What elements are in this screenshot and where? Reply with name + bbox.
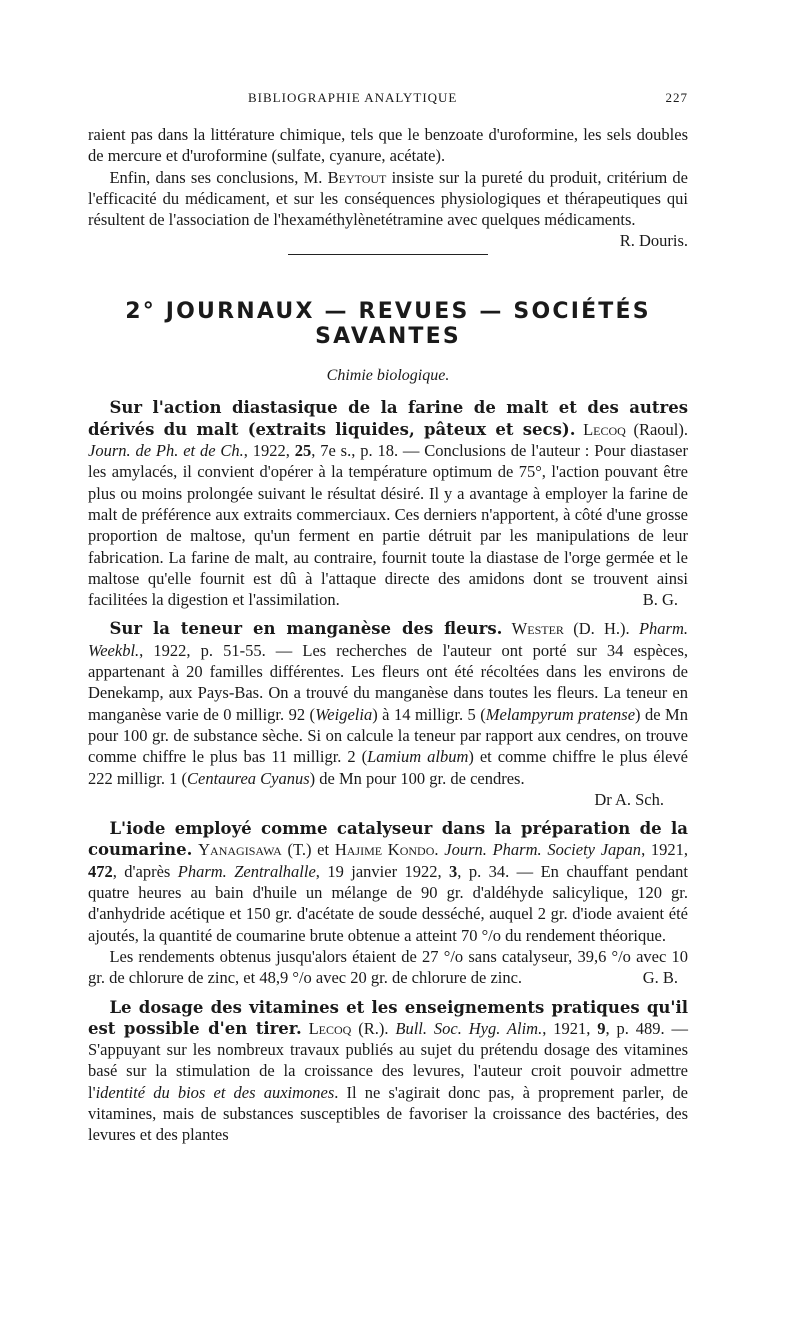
entry-manganese: Sur la teneur en manganèse des fleurs. Wester (D. H.). Pharm. Weekbl., 1922, p. 51-55. — Les recherches de l'auteur ont porté sur 34 espèces, appartenant à 20 familles différentes. Les fleurs ont été récoltées dans les environs de Denekamp, aux Pays-Bas. On a trouvé du manganèse dans toutes les fleurs. La teneur en manganèse varie de 0 milligr. 92 (Weigelia) à 14 milligr. 5 (Melampyrum pratense) de Mn pour 100 gr. de substance sèche. Si on calcule la teneur par rapport aux cendres, on trouve comme chiffre le plus bas 11 milligr. 2 (Lamium album) et comme chiffre le plus élevé 222 milligr. 1 (Centaurea Cyanus) de Mn pour 100 gr. de cendres. Dr A. Sch. — [88, 619, 689, 809]
entry-title: Sur la teneur en manganèse des fleurs. — [109, 619, 503, 639]
entry-vitamines: Le dosage des vitamines et les enseignements pratiques qu'il est possible d'en tirer. Lecoq (R.). Bull. Soc. Hyg. Alim., 1921, 9, p. 489. — S'appuyant sur les nombreux travaux publiés au sujet du prétendu dosage des vitamines basé sur la stimulation de la croissance des levures, l'auteur croit pouvoir admettre l'identité du bios et des auximones. Il ne s'agirait donc pas, à proprement parler, de vitamines, mais de substances susceptibles de favoriser la croissance des bactéries, des levures et des plantes — [88, 997, 689, 1145]
entry-signature: Dr A. Sch. — [594, 789, 664, 809]
entry-title: L'iode employé comme catalyseur dans la préparation de la coumarine. — [88, 819, 688, 860]
intro-signature: R. Douris. — [619, 231, 688, 251]
entry-title: Sur l'action diastasique de la farine de malt et des autres dérivés du malt (extraits liquides, pâteux et secs). — [88, 398, 688, 439]
entry-signature: G. B. — [642, 968, 678, 988]
running-header — [88, 90, 688, 110]
intro-paragraph-1: raient pas dans la littérature chimique, tels que le benzoate d'uroformine, les sels doubles de mercure et d'uroformine (sulfate, cyanure, acétate). — [88, 125, 688, 166]
section-divider — [288, 254, 488, 255]
entry-title: Le dosage des vitamines et les enseignements pratiques qu'il est possible d'en tirer. — [88, 997, 688, 1038]
section-subtitle: Chimie biologique. — [326, 367, 450, 385]
running-title: BIBLIOGRAPHIE ANALYTIQUE — [248, 90, 458, 105]
entry-malt: Sur l'action diastasique de la farine de malt et des autres dérivés du malt (extraits liquides, pâteux et secs). Lecoq (Raoul). Journ. de Ph. et de Ch., 1922, 25, 7e s., p. 18. — Conclusions de l'auteur : Pour diastaser les amylacés, il convient d'opérer à la température optimum de 75°, l'action pouvant être plus ou moins prolongée suivant le résultat désiré. Il y a avantage à employer la farine de malt de préférence aux extraits commerciaux. Ces derniers n'apportent, à côté d'une grosse proportion de maltose, qu'un ferment en partie détruit par les manipulations de leur fabrication. La farine de malt, au contraire, fournit toute la diastase de l'orge germée et le maltose qu'elle fournit est dû à l'attaque directe des amidons dont se trouvent ainsi facilitées la digestion et l'assimilation. B. G. — [88, 398, 688, 610]
entry-coumarine-para2: Les rendements obtenus jusqu'alors étaient de 27 °/o sans catalyseur, 39,6 °/o avec 10 gr. de chlorure de zinc, et 48,9 °/o avec 20 gr. de chlorure de zinc. G. B. — [88, 946, 688, 988]
page-number: 227 — [665, 90, 688, 105]
section-title: 2° JOURNAUX — REVUES — SOCIÉTÉS SAVANTES — [125, 299, 651, 350]
intro-paragraph-2: Enfin, dans ses conclusions, M. Beytout insiste sur la pureté du produit, critérium de l'efficacité du médicament, et sur les conséquences physiologiques et thérapeutiques qui résultent de l'association de l'hexaméthylènetétramine avec quelques médicaments. R. Douris. — [88, 167, 688, 251]
entry-signature: B. G. — [642, 590, 678, 610]
page — [88, 90, 688, 1146]
entry-coumarine: L'iode employé comme catalyseur dans la préparation de la coumarine. Yanagisawa (T.) et Hajime Kondo. Journ. Pharm. Society Japan, 1921, 472, d'après Pharm. Zentralhalle, 19 janvier 1922, 3, p. 34. — En chauffant pendant quatre heures au bain d'huile un mélange de 90 gr. d'aldéhyde salicylique, 120 gr. d'anhydride acétique et 150 gr. d'acétate de soude desséché, auquel 2 gr. d'iode avaient été ajoutés, la quantité de coumarine brute obtenue a atteint 70 °/o du rendement théorique. — [88, 819, 689, 945]
